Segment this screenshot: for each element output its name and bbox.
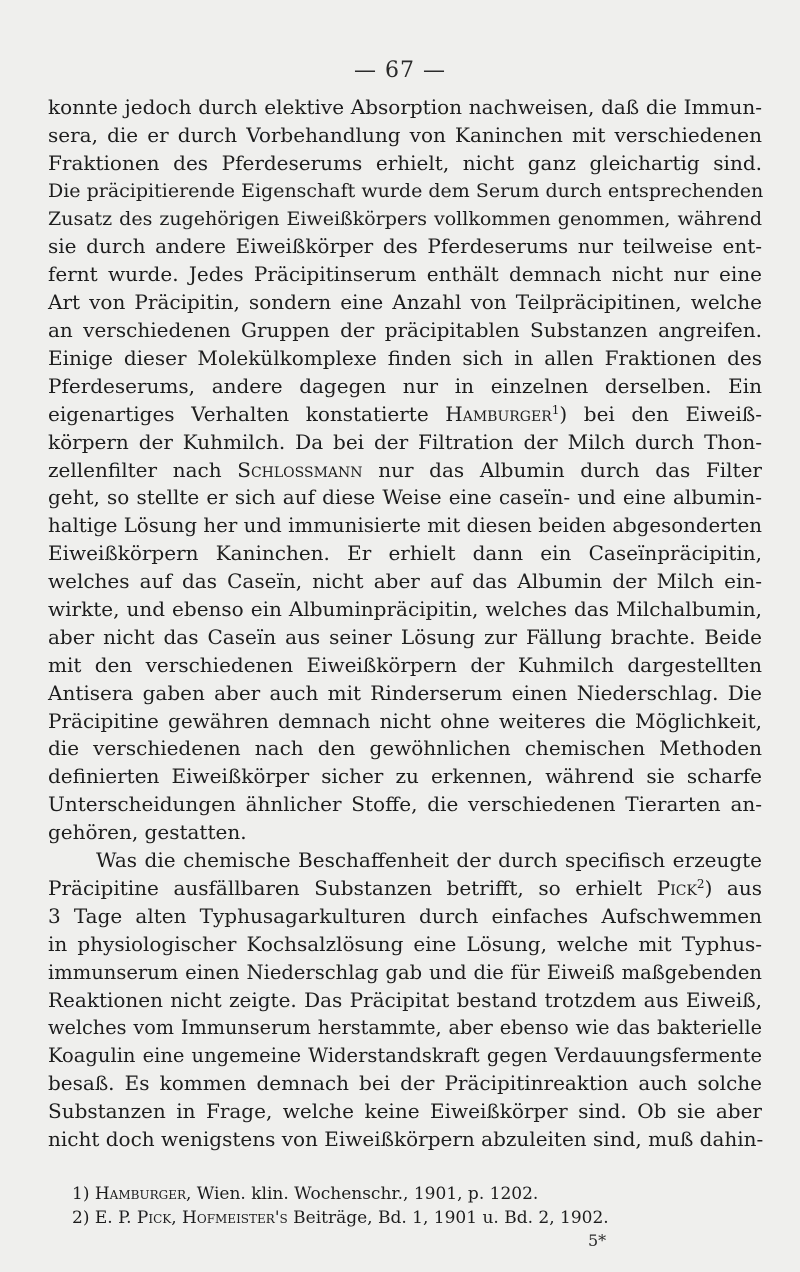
- text-line: Eiweißkörpern Kaninchen. Er erhielt dann ein Caseïnpräcipitin,: [48, 541, 762, 566]
- footnote-ref: 1: [551, 402, 560, 417]
- text-line: Pferdeserums, andere dagegen nur in einzelnen derselben. Ein: [48, 373, 762, 398]
- text-line: zellenfilter nach Schlossmann nur das Albumin durch das Filter: [48, 457, 762, 482]
- text-line: welches vom Immunserum herstammte, aber ebenso wie das bakterielle: [48, 1016, 762, 1040]
- text-line: Unterscheidungen ähnlicher Stoffe, die verschiedenen Tierarten an-: [48, 792, 762, 817]
- author-name: Pick: [136, 1208, 172, 1228]
- text-line: sera, die er durch Vorbehandlung von Kaninchen mit verschiedenen: [48, 122, 762, 147]
- text-line: geht, so stellte er sich auf diese Weise eine caseïn- und eine albumin-: [48, 485, 762, 510]
- text-line: sie durch andere Eiweißkörper des Pferdeserums nur teilweise ent-: [48, 234, 762, 259]
- text-line: Präcipitine gewähren demnach nicht ohne weiteres die Möglichkeit,: [48, 708, 762, 733]
- author-name: Hamburger: [94, 1184, 186, 1204]
- text-line: definierten Eiweißkörper sicher zu erkennen, während sie scharfe: [48, 764, 762, 789]
- text-line: Die präcipitierende Eigenschaft wurde dem Serum durch entsprechenden: [48, 179, 764, 202]
- text-line: Zusatz des zugehörigen Eiweißkörpers vollkommen genommen, während: [48, 207, 762, 230]
- footnote-ref: 2: [696, 876, 705, 891]
- author-name: Pick: [656, 875, 697, 900]
- text-line: Substanzen in Frage, welche keine Eiweißkörper sind. Ob sie aber: [48, 1099, 762, 1124]
- text-line: Einige dieser Molekülkomplexe finden sich in allen Fraktionen des: [48, 346, 762, 371]
- text-line: Reaktionen nicht zeigte. Das Präcipitat bestand trotzdem aus Eiweiß,: [48, 987, 762, 1012]
- text-line: wirkte, und ebenso ein Albuminpräcipitin, welches das Milchalbumin,: [48, 597, 762, 622]
- text-line: Koagulin eine ungemeine Widerstandskraft gegen Verdauungsfermente: [48, 1044, 762, 1068]
- text-line: nicht doch wenigstens von Eiweißkörpern abzuleiten sind, muß dahin-: [48, 1126, 764, 1151]
- text-line: eigenartiges Verhalten konstatierte Hamburger$^1$) bei den Eiweiß-: [48, 401, 762, 426]
- text-line: mit den verschiedenen Eiweißkörpern der Kuhmilch dargestellten: [48, 652, 762, 677]
- text-line: fernt wurde. Jedes Präcipitinserum enthält demnach nicht nur eine: [48, 262, 762, 287]
- text-line: Was die chemische Beschaffenheit der durch specifisch erzeugte: [96, 848, 762, 873]
- text-line: 3 Tage alten Typhusagarkulturen durch einfaches Aufschwemmen: [48, 903, 762, 928]
- text-line: Präcipitine ausfällbaren Substanzen betrifft, so erhielt Pick$^2$) aus: [48, 875, 763, 900]
- text-line: an verschiedenen Gruppen der präcipitablen Substanzen angreifen.: [48, 318, 762, 343]
- text-line: Antisera gaben aber auch mit Rinderserum einen Niederschlag. Die: [48, 680, 762, 705]
- text-line: gehören, gestatten.: [48, 820, 247, 845]
- author-name: Schlossmann: [237, 457, 363, 482]
- text-line: aber nicht das Caseïn aus seiner Lösung zur Fällung brachte. Beide: [48, 624, 762, 649]
- page-number: — 67 —: [354, 58, 446, 83]
- text-line: besaß. Es kommen demnach bei der Präcipitinreaktion auch solche: [48, 1071, 762, 1096]
- text-line: konnte jedoch durch elektive Absorption nachweisen, daß die Immun-: [48, 95, 762, 119]
- text-line: körpern der Kuhmilch. Da bei der Filtration der Milch durch Thon-: [48, 429, 762, 454]
- text-line: immunserum einen Niederschlag gab und die für Eiweiß maßgebenden: [48, 960, 762, 984]
- author-name: Hamburger: [445, 401, 552, 426]
- text-line: haltige Lösung her und immunisierte mit diesen beiden abgesonderten: [48, 514, 762, 538]
- text-line: in physiologischer Kochsalzlösung eine Lösung, welche mit Typhus-: [48, 931, 762, 956]
- text-line: Art von Präcipitin, sondern eine Anzahl von Teilpräcipitinen, welche: [48, 290, 762, 315]
- body-text: [48, 94, 762, 1154]
- footnote: 1) Hamburger, Wien. klin. Wochenschr., 1901, p. 1202.: [72, 1184, 539, 1204]
- text-line: Fraktionen des Pferdeserums erhielt, nicht ganz gleichartig sind.: [48, 150, 762, 175]
- text-line: die verschiedenen nach den gewöhnlichen chemischen Methoden: [48, 736, 762, 761]
- text-line: welches auf das Caseïn, nicht aber auf das Albumin der Milch ein-: [48, 569, 762, 594]
- footnote: 2) E. P. Pick, Hofmeister's Beiträge, Bd. 1, 1901 u. Bd. 2, 1902.: [72, 1208, 609, 1228]
- footnotes: [72, 1182, 762, 1230]
- signature-mark: 5*: [588, 1231, 607, 1250]
- author-name: Hofmeister's: [182, 1208, 288, 1228]
